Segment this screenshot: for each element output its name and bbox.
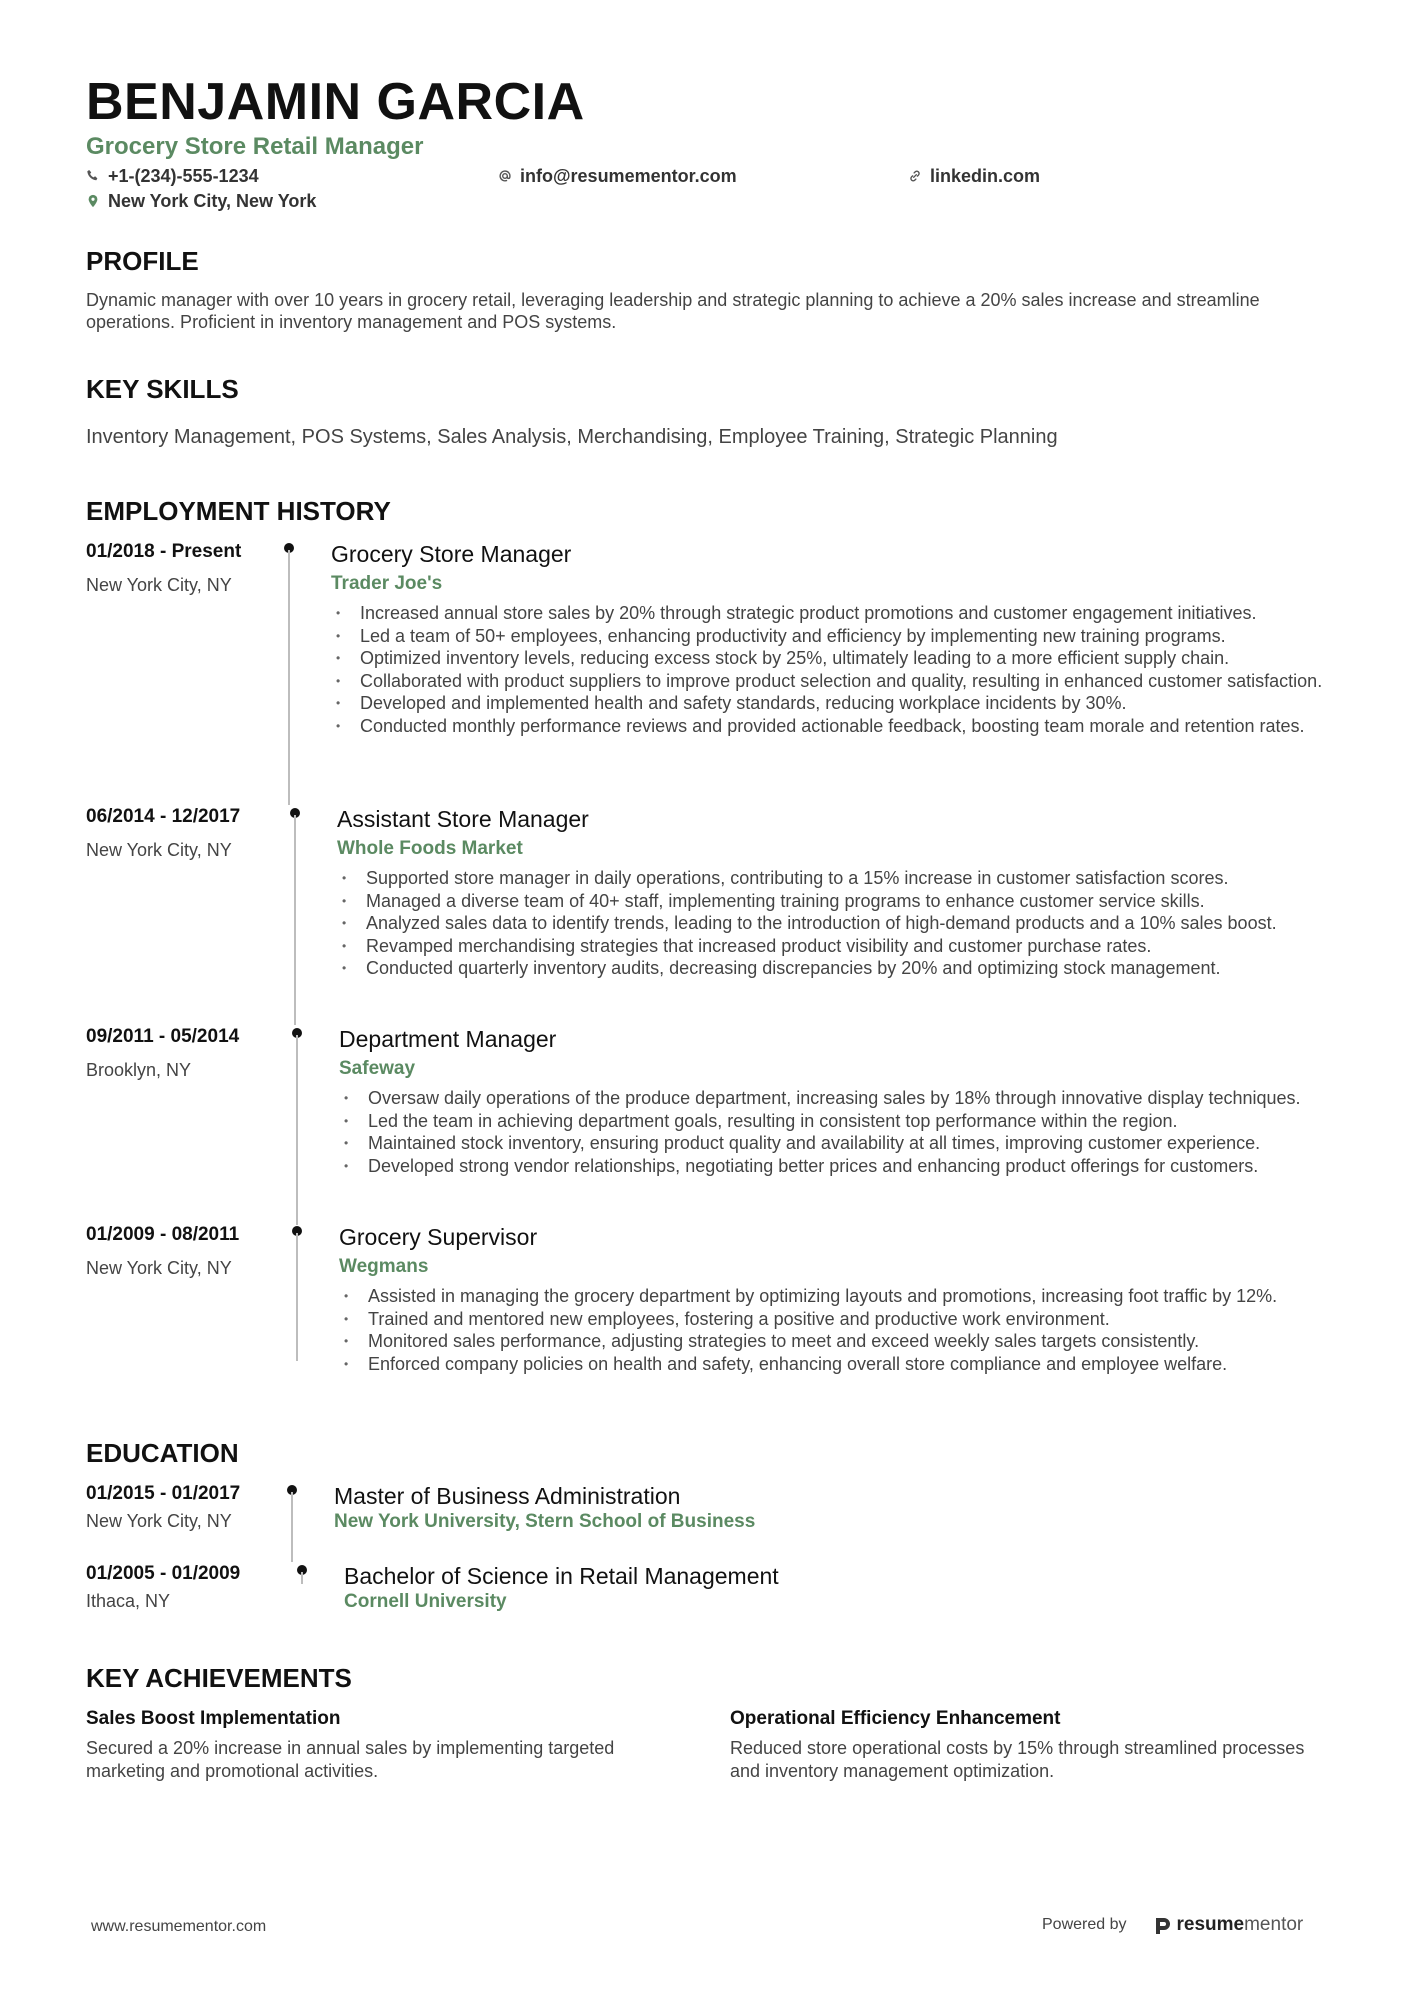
- contact-linkedin: [908, 165, 1040, 187]
- skills-text: Inventory Management, POS Systems, Sales Analysis, Merchandising, Employee Training, Strategic Planning: [86, 426, 1058, 448]
- timeline-line: [301, 1572, 303, 1584]
- bullet-item: • Trained and mentored new employees, fostering a positive and productive work environment.: [339, 1308, 1339, 1331]
- bullet-item: • Developed strong vendor relationships, negotiating better prices and enhancing product offerings for customers.: [339, 1155, 1339, 1178]
- timeline-line: [296, 1233, 298, 1361]
- bullet-item: • Oversaw daily operations of the produce department, increasing sales by 18% through innovative display techniques.: [339, 1087, 1339, 1110]
- education-entry: [86, 1562, 1346, 1622]
- job-entry: [86, 540, 1346, 790]
- profile-text: Dynamic manager with over 10 years in grocery retail, leveraging leadership and strategic planning to achieve a 20% sales increase and streamline operations. Proficient in inventory management and POS systems.: [86, 290, 1260, 332]
- bullet-item: • Conducted quarterly inventory audits, decreasing discrepancies by 20% and optimizing stock management.: [337, 957, 1337, 980]
- at-icon: [498, 169, 512, 183]
- achievement-title: Operational Efficiency Enhancement: [730, 1708, 1061, 1729]
- bullet-item: • Monitored sales performance, adjusting strategies to meet and exceed weekly sales targets consistently.: [339, 1330, 1339, 1353]
- resumementor-logo-icon: [1155, 1915, 1171, 1935]
- brand-light: mentor: [1244, 1914, 1304, 1935]
- job-company: Whole Foods Market: [337, 838, 523, 859]
- bullet-item: • Conducted monthly performance reviews and provided actionable feedback, boosting team morale and retention rates.: [331, 715, 1331, 738]
- employment-heading: EMPLOYMENT HISTORY: [86, 496, 391, 526]
- bullet-item: • Developed and implemented health and safety standards, reducing workplace incidents by 30%.: [331, 692, 1331, 715]
- job-company: Wegmans: [339, 1256, 429, 1277]
- job-bullets: [339, 1285, 1339, 1375]
- education-date: 01/2005 - 01/2009: [86, 1563, 241, 1584]
- contact-phone: [86, 165, 259, 187]
- bullet-item: • Maintained stock inventory, ensuring product quality and availability at all times, improving customer experience.: [339, 1132, 1339, 1155]
- achievement-text: Secured a 20% increase in annual sales by implementing targeted marketing and promotional activities.: [86, 1738, 615, 1781]
- footer-website[interactable]: www.resumementor.com: [91, 1918, 267, 1935]
- bullet-item: • Increased annual store sales by 20% through strategic product promotions and customer engagement initiatives.: [331, 602, 1331, 625]
- bullet-item: • Optimized inventory levels, reducing excess stock by 25%, ultimately leading to a more efficient supply chain.: [331, 647, 1331, 670]
- candidate-name: BENJAMIN GARCIA: [86, 73, 585, 131]
- education-location: Ithaca, NY: [86, 1591, 171, 1611]
- link-icon: [908, 169, 922, 183]
- achievement-title: Sales Boost Implementation: [86, 1708, 341, 1729]
- achievement-item: [730, 1707, 1330, 1782]
- education-heading: EDUCATION: [86, 1438, 239, 1468]
- job-title: Grocery Store Retail Manager: [86, 133, 424, 160]
- skills-heading: KEY SKILLS: [86, 374, 239, 404]
- job-location: New York City, NY: [86, 575, 232, 595]
- job-location: New York City, NY: [86, 1258, 232, 1278]
- education-location: New York City, NY: [86, 1511, 232, 1531]
- bullet-item: • Led the team in achieving department goals, resulting in consistent top performance within the region.: [339, 1110, 1339, 1133]
- linkedin-text[interactable]: linkedin.com: [930, 166, 1041, 186]
- achievement-item: [86, 1707, 686, 1782]
- job-company: Trader Joe's: [331, 573, 443, 594]
- job-entry: [86, 805, 1346, 1010]
- timeline-line: [291, 1492, 293, 1562]
- resume-page: [86, 0, 1336, 1995]
- contact-email: [498, 165, 737, 187]
- education-degree: Bachelor of Science in Retail Management: [344, 1563, 779, 1589]
- job-role: Grocery Supervisor: [339, 1224, 538, 1250]
- bullet-item: • Led a team of 50+ employees, enhancing productivity and efficiency by implementing new training programs.: [331, 625, 1331, 648]
- job-location: Brooklyn, NY: [86, 1060, 192, 1080]
- brand-bold: resume: [1176, 1914, 1245, 1935]
- job-bullets: [339, 1087, 1339, 1177]
- bullet-item: • Analyzed sales data to identify trends, leading to the introduction of high-demand products and a 10% sales boost.: [337, 912, 1337, 935]
- bullet-item: • Enforced company policies on health and safety, enhancing overall store compliance and employee welfare.: [339, 1353, 1339, 1376]
- email-text[interactable]: info@resumementor.com: [520, 166, 737, 186]
- job-bullets: [337, 867, 1337, 980]
- timeline-line: [296, 1035, 298, 1225]
- job-date: 01/2018 - Present: [86, 541, 242, 562]
- job-date: 06/2014 - 12/2017: [86, 806, 241, 827]
- footer-powered: [1042, 1914, 1303, 1936]
- job-role: Assistant Store Manager: [337, 806, 589, 832]
- phone-text[interactable]: +1-(234)-555-1234: [108, 166, 259, 186]
- timeline-line: [294, 815, 296, 1025]
- contact-location: [86, 190, 316, 212]
- education-school: Cornell University: [344, 1591, 507, 1612]
- job-date: 09/2011 - 05/2014: [86, 1026, 240, 1047]
- bullet-item: • Collaborated with product suppliers to improve product selection and quality, resulting in enhanced customer satisfaction.: [331, 670, 1331, 693]
- location-pin-icon: [86, 194, 100, 208]
- bullet-item: • Assisted in managing the grocery department by optimizing layouts and promotions, increasing foot traffic by 12%.: [339, 1285, 1339, 1308]
- job-company: Safeway: [339, 1058, 416, 1079]
- education-date: 01/2015 - 01/2017: [86, 1483, 241, 1504]
- job-entry: [86, 1223, 1346, 1413]
- powered-by-label: Powered by: [1042, 1916, 1127, 1933]
- job-date: 01/2009 - 08/2011: [86, 1224, 240, 1245]
- phone-icon: [86, 169, 100, 183]
- bullet-item: • Supported store manager in daily operations, contributing to a 15% increase in customer satisfaction scores.: [337, 867, 1337, 890]
- education-degree: Master of Business Administration: [334, 1483, 681, 1509]
- bullet-item: • Revamped merchandising strategies that increased product visibility and customer purchase rates.: [337, 935, 1337, 958]
- job-entry: [86, 1025, 1346, 1215]
- profile-heading: PROFILE: [86, 246, 199, 276]
- education-school: New York University, Stern School of Business: [334, 1511, 756, 1532]
- timeline-line: [288, 550, 290, 805]
- bullet-item: • Managed a diverse team of 40+ staff, implementing training programs to enhance customer service skills.: [337, 890, 1337, 913]
- job-role: Department Manager: [339, 1026, 557, 1052]
- achievement-text: Reduced store operational costs by 15% through streamlined processes and inventory management optimization.: [730, 1738, 1305, 1781]
- education-entry: [86, 1482, 1346, 1552]
- location-text: New York City, New York: [108, 191, 317, 211]
- job-role: Grocery Store Manager: [331, 541, 572, 567]
- job-location: New York City, NY: [86, 840, 232, 860]
- achievements-heading: KEY ACHIEVEMENTS: [86, 1663, 352, 1693]
- job-bullets: [331, 602, 1331, 737]
- brand-logo[interactable]: [1155, 1914, 1304, 1936]
